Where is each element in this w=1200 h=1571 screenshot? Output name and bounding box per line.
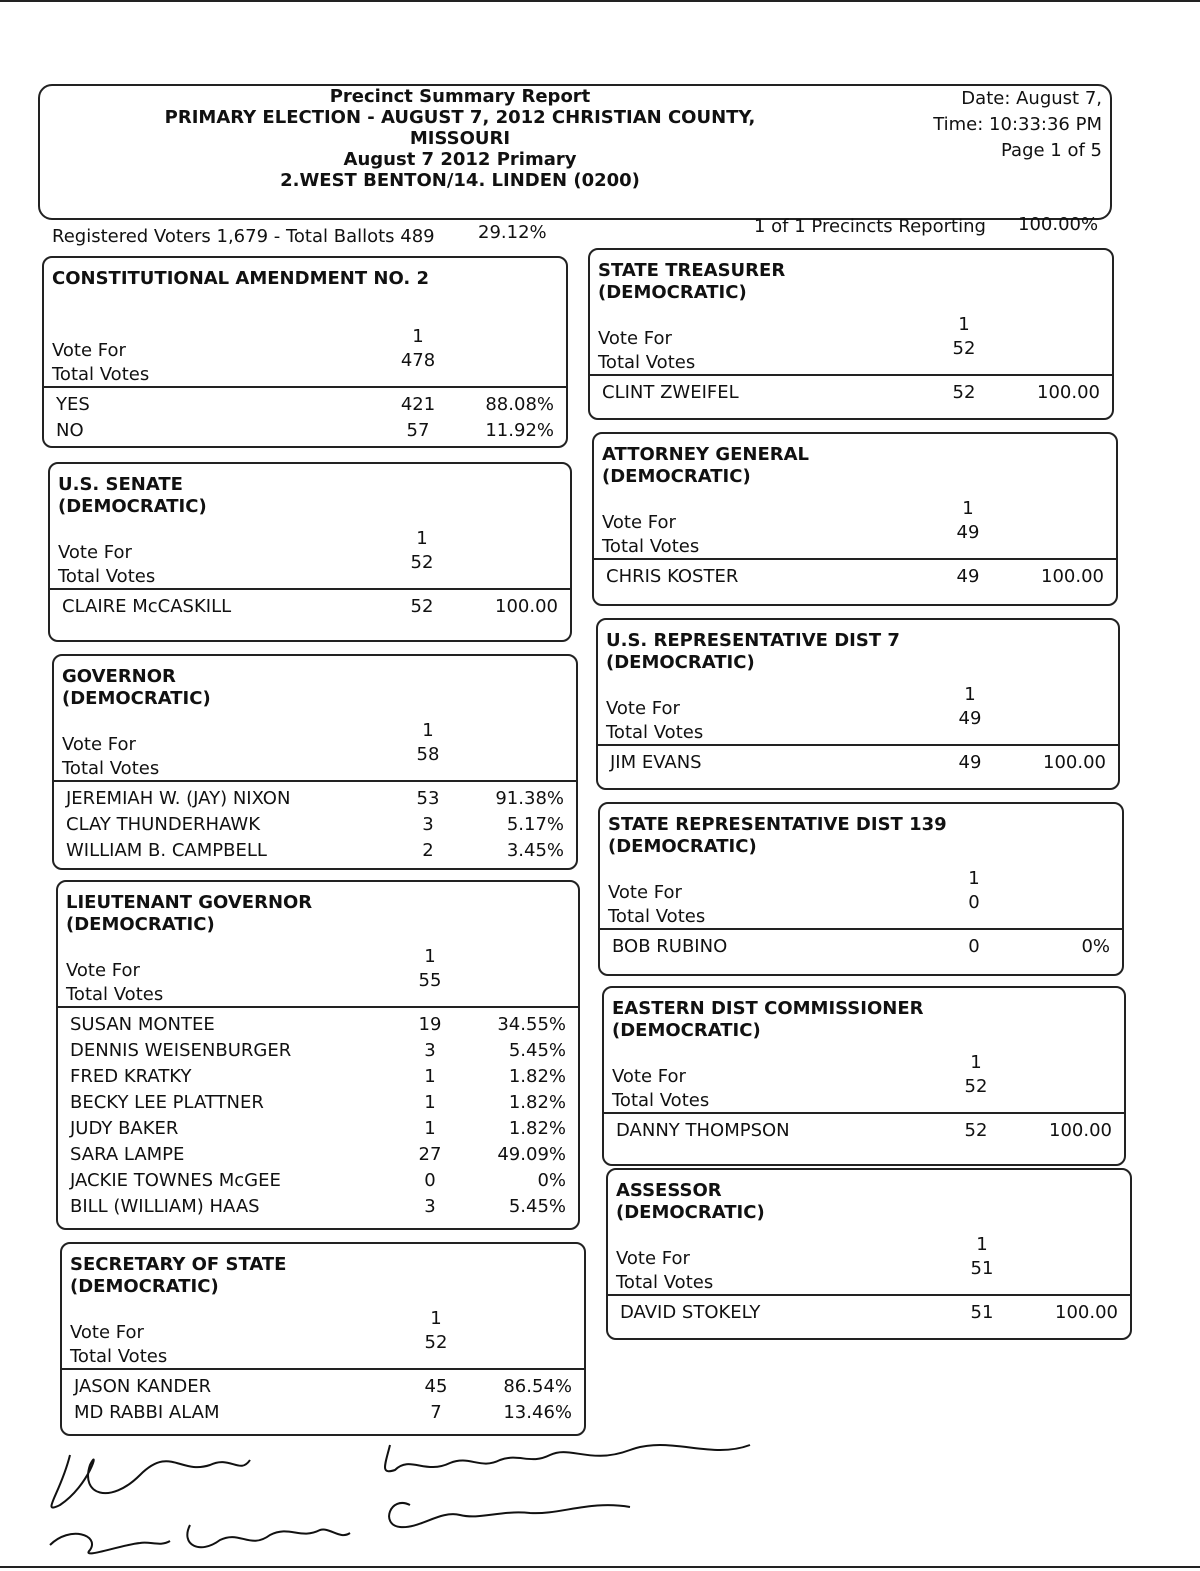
candidate-pct: 1.82% xyxy=(508,1118,566,1139)
total-votes-value: 52 xyxy=(424,1332,448,1353)
precinct-name: 2.WEST BENTON/14. LINDEN (0200) xyxy=(280,170,640,191)
candidate-votes: 1 xyxy=(424,1066,436,1087)
candidate-name: JASON KANDER xyxy=(74,1376,212,1397)
candidate-pct: 100.00 xyxy=(1037,382,1100,403)
vote-for-value: 1 xyxy=(968,868,980,889)
report-header xyxy=(38,84,1112,220)
results-separator xyxy=(596,744,1120,746)
candidate-name: BILL (WILLIAM) HAAS xyxy=(70,1196,260,1217)
candidate-pct: 0% xyxy=(537,1170,566,1191)
vote-for-label: Vote For xyxy=(598,328,672,349)
candidate-votes: 49 xyxy=(958,752,982,773)
candidate-pct: 1.82% xyxy=(508,1066,566,1087)
report-time: Time: 10:33:36 PM xyxy=(933,114,1102,135)
candidate-votes: 52 xyxy=(952,382,976,403)
reporting-pct: 100.00% xyxy=(1018,214,1099,235)
race-box xyxy=(48,462,572,642)
candidate-name: DAVID STOKELY xyxy=(620,1302,761,1323)
candidate-pct: 13.46% xyxy=(503,1402,572,1423)
vote-for-label: Vote For xyxy=(62,734,136,755)
signature-block xyxy=(30,1415,790,1565)
results-separator xyxy=(56,1006,580,1008)
vote-for-value: 1 xyxy=(422,720,434,741)
candidate-votes: 1 xyxy=(424,1118,436,1139)
race-party: (DEMOCRATIC) xyxy=(70,1276,219,1297)
race-party: (DEMOCRATIC) xyxy=(58,496,207,517)
candidate-votes: 27 xyxy=(418,1144,442,1165)
candidate-votes: 53 xyxy=(416,788,440,809)
total-votes-label: Total Votes xyxy=(58,566,156,587)
candidate-name: JUDY BAKER xyxy=(70,1118,179,1139)
candidate-pct: 11.92% xyxy=(485,420,554,441)
candidate-name: BOB RUBINO xyxy=(612,936,728,957)
race-box xyxy=(42,256,568,448)
total-votes-label: Total Votes xyxy=(52,364,150,385)
results-separator xyxy=(48,588,572,590)
candidate-votes: 0 xyxy=(968,936,980,957)
race-party: (DEMOCRATIC) xyxy=(612,1020,761,1041)
total-votes-value: 51 xyxy=(970,1258,994,1279)
vote-for-value: 1 xyxy=(958,314,970,335)
candidate-name: FRED KRATKY xyxy=(70,1066,192,1087)
results-separator xyxy=(606,1294,1132,1296)
race-party: (DEMOCRATIC) xyxy=(62,688,211,709)
race-title: ASSESSOR xyxy=(616,1180,722,1201)
total-votes-label: Total Votes xyxy=(62,758,160,779)
candidate-votes: 52 xyxy=(410,596,434,617)
race-party: (DEMOCRATIC) xyxy=(606,652,755,673)
race-party: (DEMOCRATIC) xyxy=(608,836,757,857)
vote-for-value: 1 xyxy=(962,498,974,519)
total-votes-label: Total Votes xyxy=(612,1090,710,1111)
candidate-name: DANNY THOMPSON xyxy=(616,1120,790,1141)
race-party: (DEMOCRATIC) xyxy=(66,914,215,935)
race-title: GOVERNOR xyxy=(62,666,176,687)
race-title: SECRETARY OF STATE xyxy=(70,1254,287,1275)
race-box xyxy=(52,654,578,870)
total-votes-label: Total Votes xyxy=(616,1272,714,1293)
candidate-pct: 0% xyxy=(1081,936,1110,957)
candidate-votes: 1 xyxy=(424,1092,436,1113)
vote-for-value: 1 xyxy=(424,946,436,967)
race-box xyxy=(56,880,580,1230)
candidate-name: JEREMIAH W. (JAY) NIXON xyxy=(66,788,291,809)
vote-for-label: Vote For xyxy=(52,340,126,361)
candidate-name: CLAIRE McCASKILL xyxy=(62,596,232,617)
total-votes-label: Total Votes xyxy=(608,906,706,927)
results-separator xyxy=(598,928,1124,930)
results-separator xyxy=(592,558,1118,560)
total-votes-label: Total Votes xyxy=(598,352,696,373)
results-separator xyxy=(60,1368,586,1370)
total-votes-label: Total Votes xyxy=(606,722,704,743)
candidate-pct: 100.00 xyxy=(1049,1120,1112,1141)
race-party: (DEMOCRATIC) xyxy=(616,1202,765,1223)
total-votes-label: Total Votes xyxy=(70,1346,168,1367)
vote-for-value: 1 xyxy=(970,1052,982,1073)
vote-for-label: Vote For xyxy=(66,960,140,981)
candidate-pct: 100.00 xyxy=(495,596,558,617)
candidate-name: BECKY LEE PLATTNER xyxy=(70,1092,264,1113)
page-bottom-border xyxy=(0,1566,1200,1568)
candidate-pct: 1.82% xyxy=(508,1092,566,1113)
vote-for-label: Vote For xyxy=(606,698,680,719)
race-title: STATE REPRESENTATIVE DIST 139 xyxy=(608,814,947,835)
candidate-votes: 57 xyxy=(406,420,430,441)
candidate-pct: 49.09% xyxy=(497,1144,566,1165)
total-votes-value: 55 xyxy=(418,970,442,991)
header-center xyxy=(40,86,880,191)
candidate-pct: 5.17% xyxy=(506,814,564,835)
race-title: ATTORNEY GENERAL xyxy=(602,444,810,465)
vote-for-label: Vote For xyxy=(616,1248,690,1269)
precincts-reporting: 1 of 1 Precincts Reporting xyxy=(754,216,986,237)
candidate-votes: 7 xyxy=(430,1402,442,1423)
candidate-votes: 51 xyxy=(970,1302,994,1323)
candidate-votes: 3 xyxy=(424,1196,436,1217)
primary-name: August 7 2012 Primary xyxy=(343,149,577,170)
registered-voters: Registered Voters 1,679 - Total Ballots 489 xyxy=(52,226,435,247)
candidate-pct: 34.55% xyxy=(497,1014,566,1035)
candidate-pct: 3.45% xyxy=(506,840,564,861)
total-votes-label: Total Votes xyxy=(602,536,700,557)
candidate-pct: 5.45% xyxy=(508,1196,566,1217)
race-party: (DEMOCRATIC) xyxy=(602,466,751,487)
race-box xyxy=(60,1242,586,1436)
total-votes-value: 49 xyxy=(956,522,980,543)
race-box xyxy=(588,248,1114,420)
total-votes-value: 49 xyxy=(958,708,982,729)
vote-for-label: Vote For xyxy=(612,1066,686,1087)
total-votes-value: 478 xyxy=(400,350,436,371)
page-number: Page 1 of 5 xyxy=(1001,140,1102,161)
candidate-pct: 88.08% xyxy=(485,394,554,415)
candidate-name: YES xyxy=(56,394,90,415)
candidate-pct: 86.54% xyxy=(503,1376,572,1397)
total-votes-value: 0 xyxy=(968,892,980,913)
total-votes-value: 52 xyxy=(964,1076,988,1097)
results-separator xyxy=(42,386,568,388)
turnout-pct: 29.12% xyxy=(478,222,547,243)
candidate-name: CHRIS KOSTER xyxy=(606,566,739,587)
candidate-name: WILLIAM B. CAMPBELL xyxy=(66,840,267,861)
results-separator xyxy=(602,1112,1126,1114)
race-box xyxy=(592,432,1118,606)
candidate-pct: 100.00 xyxy=(1043,752,1106,773)
race-box xyxy=(602,986,1126,1166)
candidate-votes: 3 xyxy=(422,814,434,835)
candidate-votes: 2 xyxy=(422,840,434,861)
candidate-pct: 5.45% xyxy=(508,1040,566,1061)
candidate-name: MD RABBI ALAM xyxy=(74,1402,220,1423)
vote-for-value: 1 xyxy=(416,528,428,549)
vote-for-label: Vote For xyxy=(70,1322,144,1343)
report-date: Date: August 7, xyxy=(961,88,1102,109)
vote-for-value: 1 xyxy=(976,1234,988,1255)
candidate-votes: 45 xyxy=(424,1376,448,1397)
vote-for-label: Vote For xyxy=(608,882,682,903)
election-name: PRIMARY ELECTION - AUGUST 7, 2012 CHRISTIAN COUNTY, xyxy=(164,107,756,128)
race-title: CONSTITUTIONAL AMENDMENT NO. 2 xyxy=(52,268,429,289)
candidate-votes: 0 xyxy=(424,1170,436,1191)
total-votes-value: 52 xyxy=(410,552,434,573)
candidate-name: JACKIE TOWNES McGEE xyxy=(70,1170,281,1191)
race-box xyxy=(596,618,1120,790)
race-box xyxy=(606,1168,1132,1340)
race-title: STATE TREASURER xyxy=(598,260,786,281)
election-state: MISSOURI xyxy=(409,128,511,149)
candidate-votes: 3 xyxy=(424,1040,436,1061)
race-title: U.S. SENATE xyxy=(58,474,183,495)
results-separator xyxy=(52,780,578,782)
vote-for-label: Vote For xyxy=(58,542,132,563)
total-votes-label: Total Votes xyxy=(66,984,164,1005)
candidate-name: SARA LAMPE xyxy=(70,1144,185,1165)
candidate-votes: 52 xyxy=(964,1120,988,1141)
candidate-name: NO xyxy=(56,420,84,441)
header-meta xyxy=(933,86,1102,164)
race-box xyxy=(598,802,1124,976)
candidate-pct: 100.00 xyxy=(1041,566,1104,587)
vote-for-value: 1 xyxy=(412,326,424,347)
candidate-name: DENNIS WEISENBURGER xyxy=(70,1040,292,1061)
vote-for-value: 1 xyxy=(964,684,976,705)
vote-for-label: Vote For xyxy=(602,512,676,533)
candidate-votes: 421 xyxy=(400,394,436,415)
candidate-pct: 91.38% xyxy=(495,788,564,809)
candidate-votes: 49 xyxy=(956,566,980,587)
total-votes-value: 52 xyxy=(952,338,976,359)
candidate-name: JIM EVANS xyxy=(610,752,702,773)
candidate-votes: 19 xyxy=(418,1014,442,1035)
report-title: Precinct Summary Report xyxy=(329,86,591,107)
results-separator xyxy=(588,374,1114,376)
race-title: LIEUTENANT GOVERNOR xyxy=(66,892,313,913)
vote-for-value: 1 xyxy=(430,1308,442,1329)
race-party: (DEMOCRATIC) xyxy=(598,282,747,303)
candidate-name: CLINT ZWEIFEL xyxy=(602,382,739,403)
candidate-name: SUSAN MONTEE xyxy=(70,1014,215,1035)
candidate-pct: 100.00 xyxy=(1055,1302,1118,1323)
race-title: U.S. REPRESENTATIVE DIST 7 xyxy=(606,630,900,651)
total-votes-value: 58 xyxy=(416,744,440,765)
race-title: EASTERN DIST COMMISSIONER xyxy=(612,998,924,1019)
page-top-border xyxy=(0,0,1200,2)
candidate-name: CLAY THUNDERHAWK xyxy=(66,814,261,835)
